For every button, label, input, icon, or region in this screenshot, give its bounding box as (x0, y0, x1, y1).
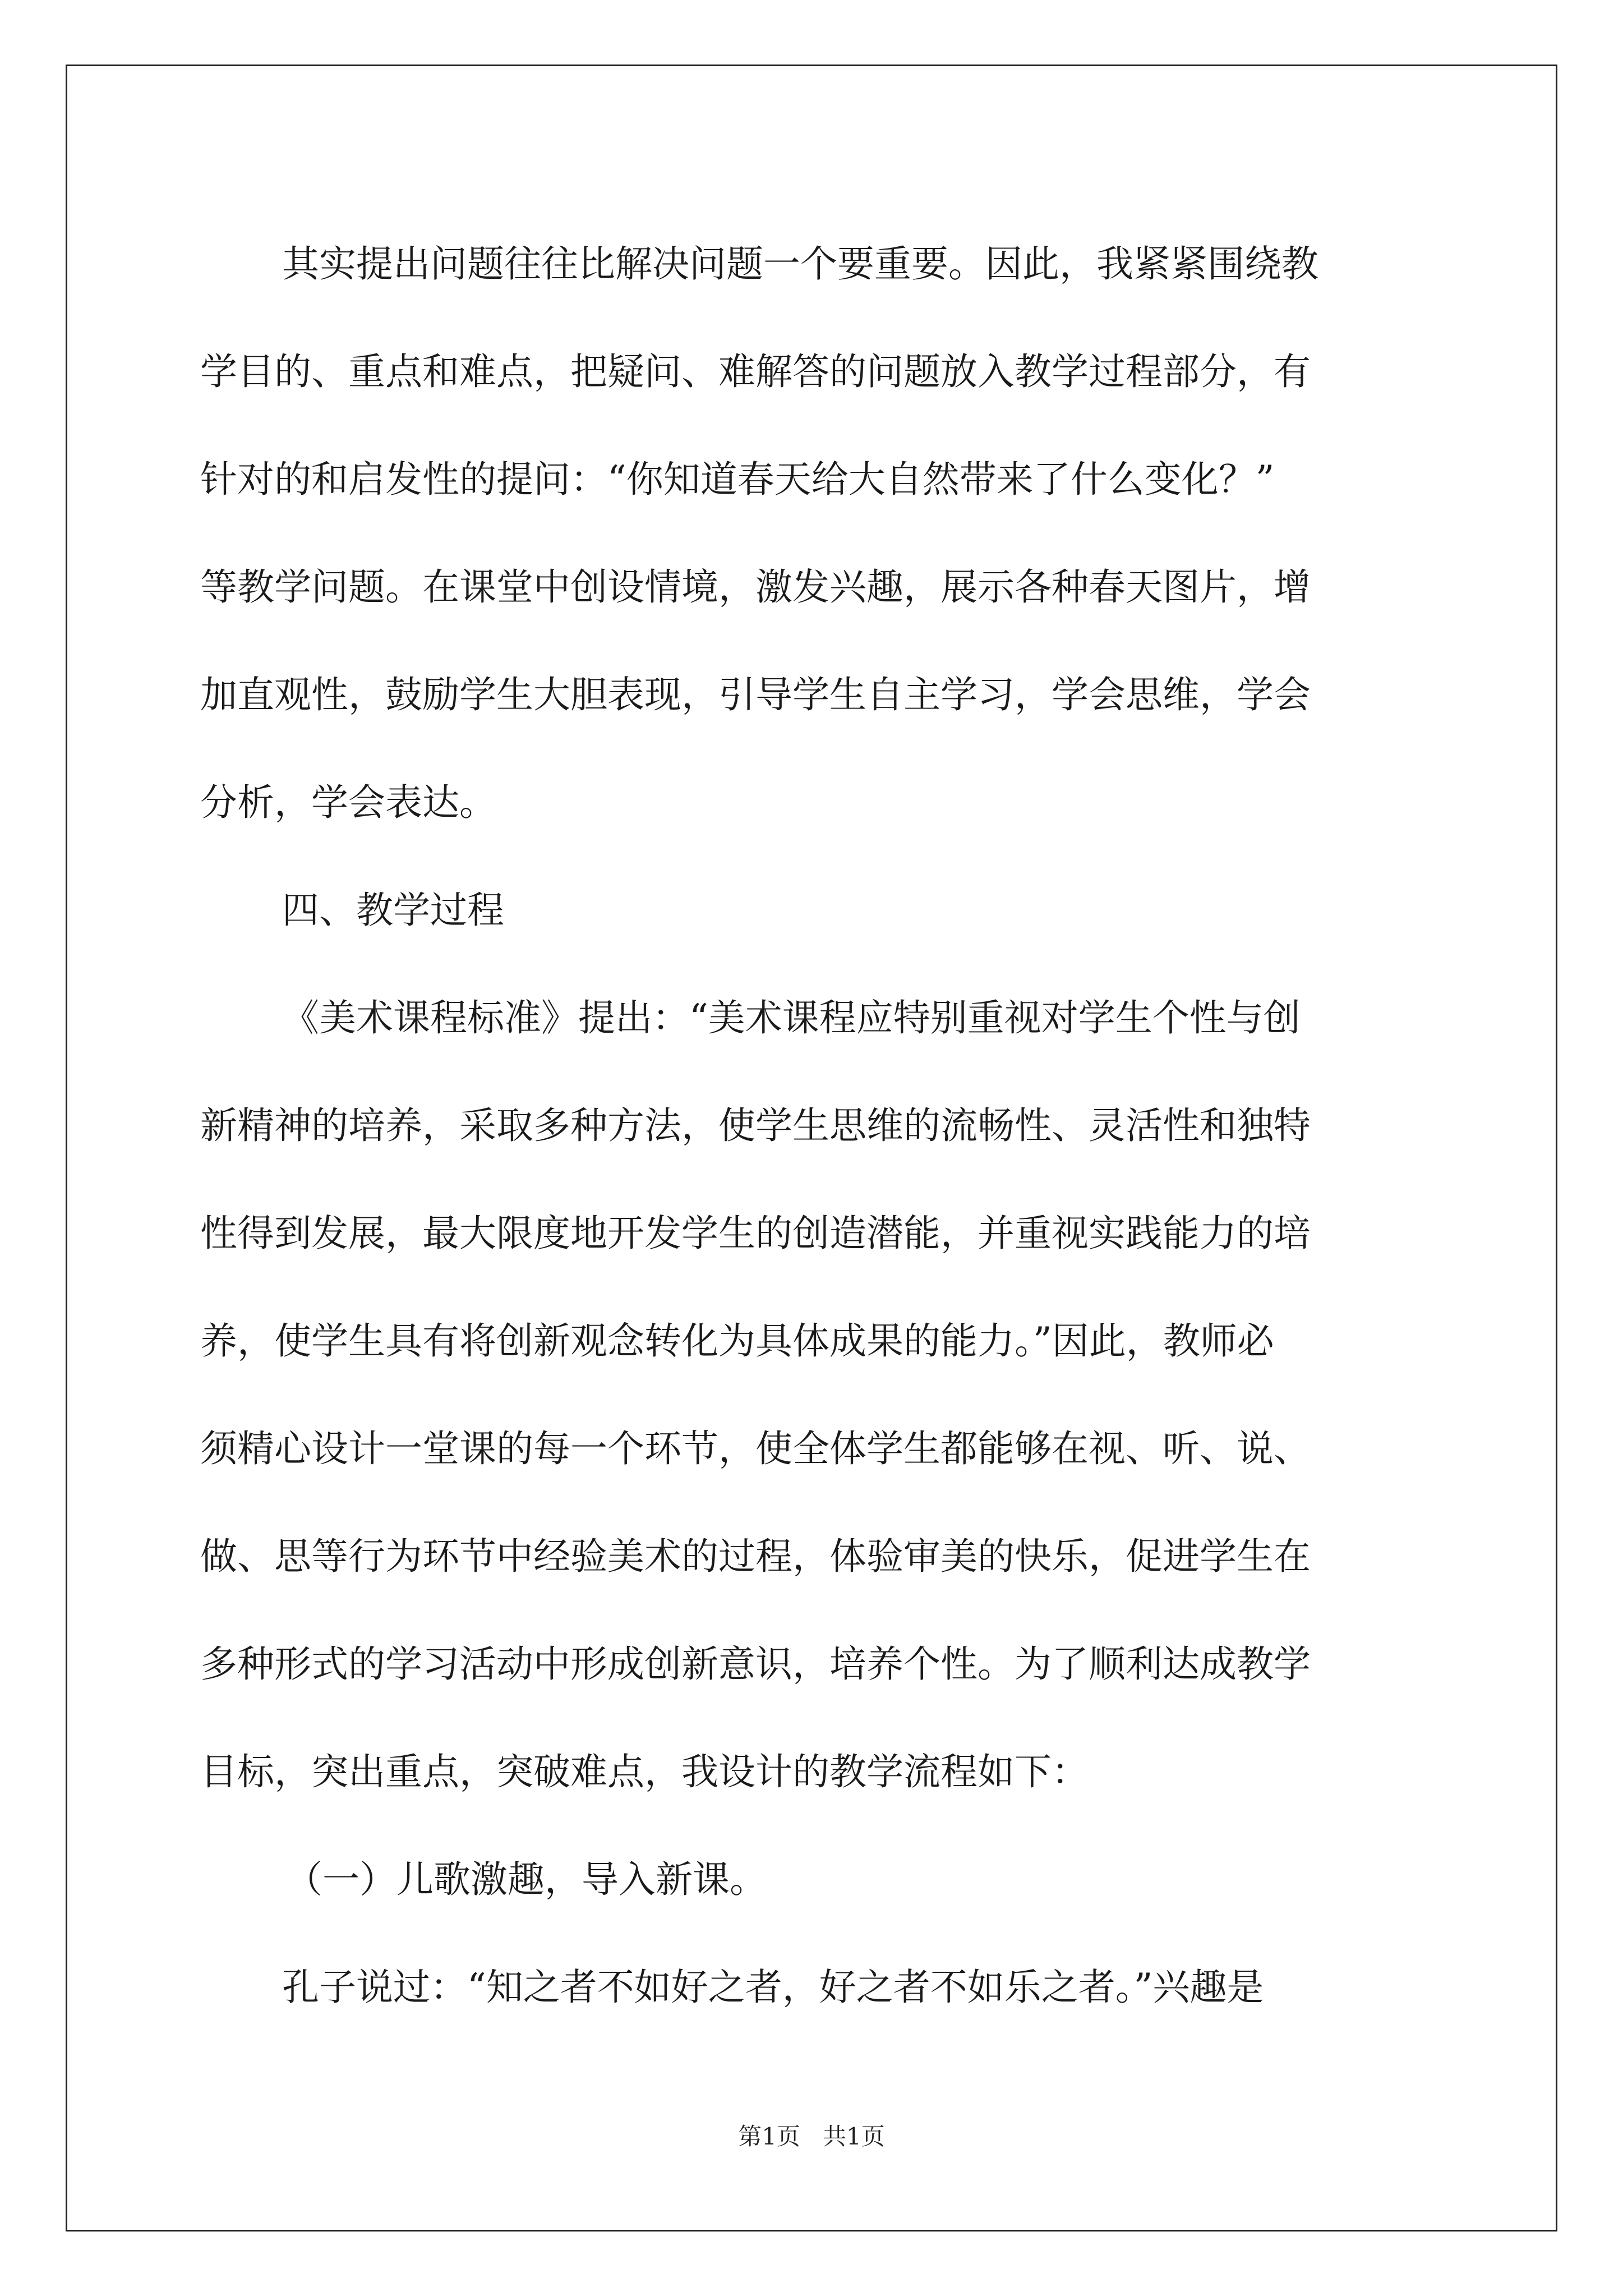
paragraph-line: 性得到发展，最大限度地开发学生的创造潜能，并重视实践能力的培 (200, 1212, 1311, 1255)
paragraph-line: 孔子说过：“知之者不如好之者，好之者不如乐之者。”兴趣是 (282, 1966, 1264, 2009)
paragraph-line: 做、思等行为环节中经验美术的过程，体验审美的快乐，促进学生在 (200, 1535, 1311, 1578)
paragraph-line: 《美术课程标准》提出：“美术课程应特别重视对学生个性与创 (282, 996, 1301, 1039)
paragraph-line: 学目的、重点和难点，把疑问、难解答的问题放入教学过程部分，有 (200, 350, 1311, 393)
paragraph-line: 目标，突出重点，突破难点，我设计的教学流程如下： (200, 1750, 1089, 1793)
paragraph-line: 加直观性，鼓励学生大胆表现，引导学生自主学习，学会思维，学会 (200, 673, 1311, 716)
document-body (200, 210, 1428, 2041)
subsection-heading: （一）儿歌激趣，导入新课。 (285, 1858, 767, 1901)
paragraph-line: 针对的和启发性的提问：“你知道春天给大自然带来了什么变化？” (200, 458, 1275, 501)
paragraph-line: 养，使学生具有将创新观念转化为具体成果的能力。”因此，教师必 (200, 1319, 1274, 1363)
paragraph-line: 其实提出问题往往比解决问题一个要重要。因此，我紧紧围绕教 (282, 242, 1318, 286)
paragraph-line: 须精心设计一堂课的每一个环节，使全体学生都能够在视、听、说、 (200, 1427, 1311, 1470)
paragraph-line: 等教学问题。在课堂中创设情境，激发兴趣，展示各种春天图片，增 (200, 565, 1311, 609)
paragraph-line: 新精神的培养，采取多种方法，使学生思维的流畅性、灵活性和独特 (200, 1104, 1311, 1147)
paragraph-line: 分析，学会表达。 (200, 781, 496, 824)
page-footer: 第1页 共1页 (738, 2123, 885, 2150)
paragraph-line: 多种形式的学习活动中形成创新意识，培养个性。为了顺利达成教学 (200, 1642, 1311, 1686)
section-heading: 四、教学过程 (282, 889, 504, 932)
